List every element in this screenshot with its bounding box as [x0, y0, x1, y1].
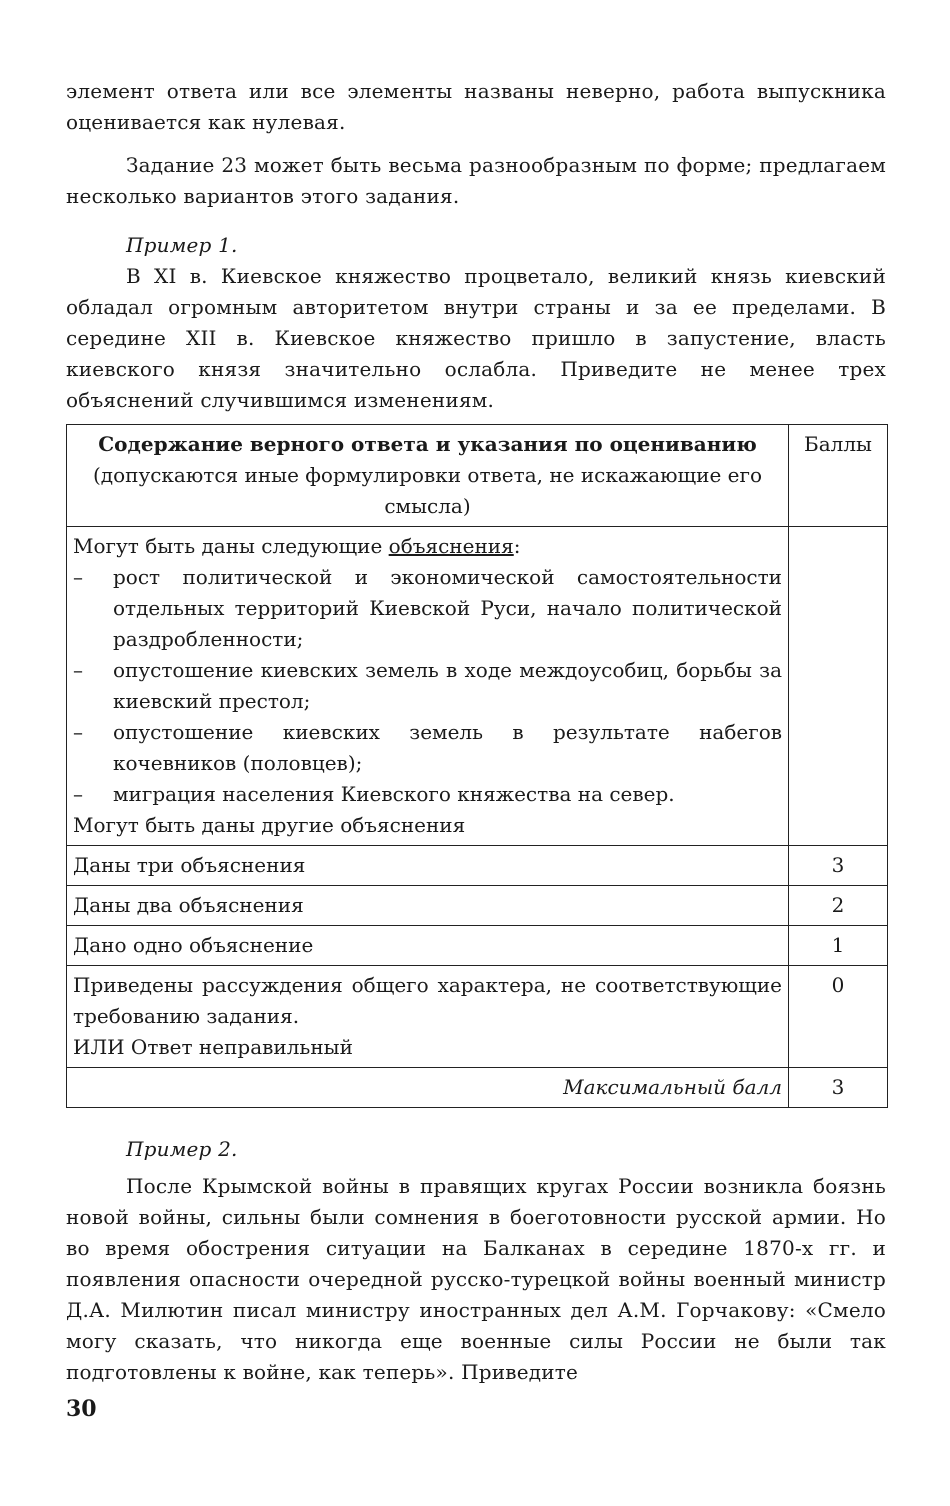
- table-row-content: [67, 527, 888, 846]
- row-score: 2: [789, 886, 888, 926]
- header-main-note: (допускаются иные формулировки ответа, не искажающие его смысла): [92, 463, 763, 518]
- zero-row-line2: ИЛИ Ответ неправильный: [73, 1035, 353, 1059]
- zero-row-score: 0: [789, 966, 888, 1068]
- row-label: Даны два объяснения: [67, 886, 789, 926]
- row-score: 1: [789, 926, 888, 966]
- row-label: Даны три объяснения: [67, 846, 789, 886]
- table-row: [67, 886, 888, 926]
- page-body: [66, 76, 886, 1388]
- intro-paragraph-1: элемент ответа или все элементы названы неверно, работа выпускника оценивается как нулевая.: [66, 79, 886, 134]
- content-intro: [73, 531, 782, 562]
- max-score-label: Максимальный балл: [67, 1068, 789, 1108]
- table-row: [67, 846, 888, 886]
- content-outro: Могут быть даны другие объяснения: [73, 813, 466, 837]
- zero-row-label: [67, 966, 789, 1068]
- example-1-label: Пример 1.: [126, 233, 238, 257]
- content-intro-underlined: объяснения: [388, 534, 514, 558]
- example-1-question: В XI в. Киевское княжество процветало, великий князь киевский обладал огромным авторитетом внутри страны и за ее пределами. В середине XII в. Киевское княжество пришло в запустение, власть киевского князя значительно ослабла. Приведите не менее трех объяснений случившимся изменениям.: [66, 264, 886, 412]
- example-2-text: После Крымской войны в правящих кругах России возникла боязнь новой войны, сильны были сомнения в боеготовности русской армии. Но во время обострения ситуации на Балканах в середине 1870-х гг. и появления опасности очередной русско-турецкой войны военный министр Д.А. Милютин писал министру иностранных дел А.М. Горчакову: «Смело могу сказать, что никогда еще военные силы России не были так подготовлены к войне, как теперь». Приведите: [66, 1174, 886, 1384]
- row-score: 3: [789, 846, 888, 886]
- table-row: [67, 926, 888, 966]
- max-score-value: 3: [789, 1068, 888, 1108]
- row-label: Дано одно объяснение: [67, 926, 789, 966]
- header-main-title: Содержание верного ответа и указания по оцениванию: [98, 432, 757, 456]
- table-header-content: [67, 425, 789, 527]
- content-intro-suffix: :: [513, 534, 521, 558]
- table-header-score: Баллы: [789, 425, 888, 527]
- scoring-table: [66, 424, 888, 1108]
- list-item: – миграция населения Киевского княжества на север.: [73, 779, 782, 810]
- content-intro-prefix: Могут быть даны следующие: [73, 534, 389, 558]
- zero-row-line1: Приведены рассуждения общего характера, не соответствующие требованию задания.: [73, 973, 782, 1028]
- table-row-zero: [67, 966, 888, 1068]
- table-header-row: [67, 425, 888, 527]
- answer-content-cell: [67, 527, 789, 846]
- intro-paragraph-2: Задание 23 может быть весьма разнообразным по форме; предлагаем несколько вариантов этого задания.: [66, 153, 886, 208]
- explanations-list: [73, 562, 782, 810]
- page-number: 30: [66, 1396, 97, 1422]
- list-item: – опустошение киевских земель в результате набегов кочевников (половцев);: [73, 717, 782, 779]
- list-item: – рост политической и экономической самостоятельности отдельных территорий Киевской Руси, начало политической раздробленности;: [73, 562, 782, 655]
- example-2-label: Пример 2.: [126, 1137, 238, 1161]
- table-row-max: [67, 1068, 888, 1108]
- empty-score-cell: [789, 527, 888, 846]
- list-item: – опустошение киевских земель в ходе междоусобиц, борьбы за киевский престол;: [73, 655, 782, 717]
